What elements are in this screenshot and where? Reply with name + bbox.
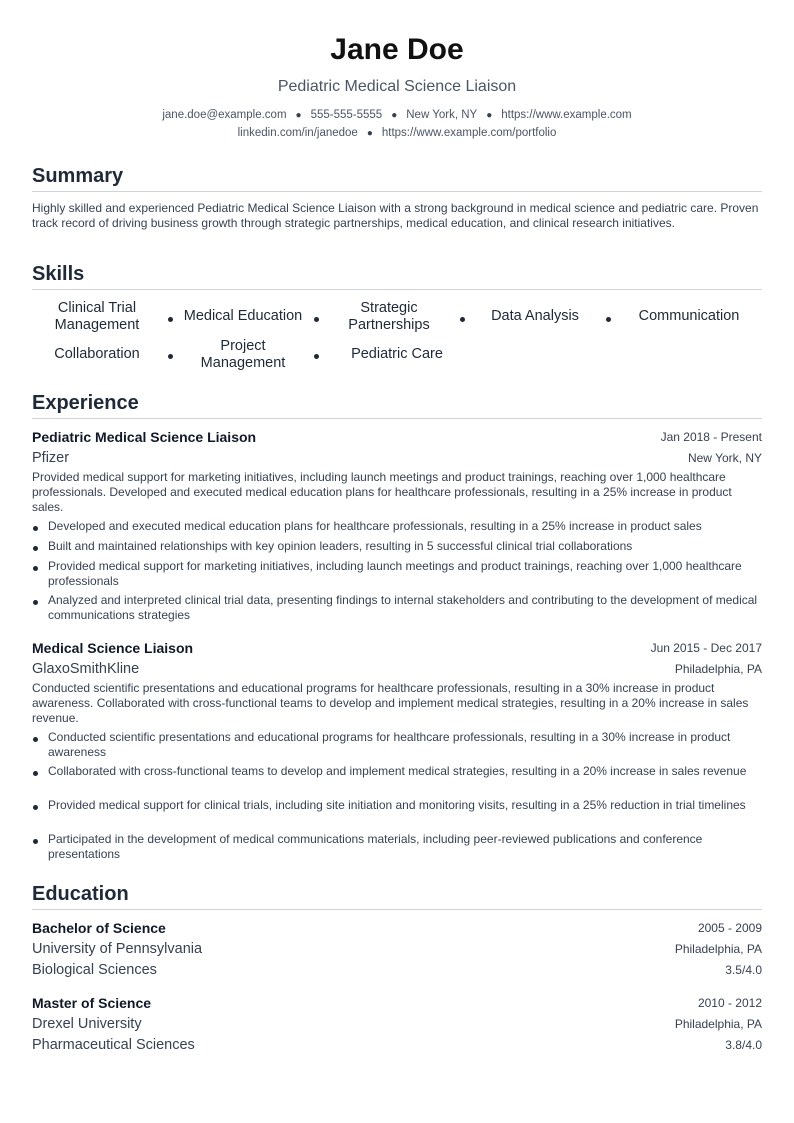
skill-item: Clinical Trial Management — [54, 300, 140, 333]
bullet-icon — [33, 737, 38, 742]
candidate-title: Pediatric Medical Science Liaison — [277, 78, 517, 95]
education-gpa: 3.5/4.0 — [725, 963, 762, 977]
contact-line-1 — [32, 108, 762, 123]
education-school-row — [32, 941, 762, 958]
bullet-icon — [33, 546, 38, 551]
education-field-row — [32, 962, 762, 979]
skills-heading: Skills — [32, 262, 762, 290]
skill-separator-icon — [606, 317, 611, 322]
contact-website[interactable]: https://www.example.com — [501, 109, 632, 121]
education-header — [32, 995, 762, 1012]
bullet-icon — [33, 526, 38, 531]
separator-dot-icon: ● — [391, 110, 398, 121]
skill-item: Communication — [638, 308, 740, 324]
skill-item: Project Management — [200, 338, 286, 371]
contact-portfolio[interactable]: https://www.example.com/portfolio — [381, 127, 557, 139]
education-gpa: 3.8/4.0 — [725, 1038, 762, 1052]
skill-separator-icon — [314, 317, 319, 322]
job-location: Philadelphia, PA — [674, 662, 762, 676]
skill-item: Collaboration — [54, 346, 140, 362]
job-dates: Jun 2015 - Dec 2017 — [650, 641, 762, 655]
list-item: Developed and executed medical education plans for healthcare professionals, resulting in a 25% increase in product sales — [48, 519, 762, 534]
education-field-row — [32, 1037, 762, 1054]
education-degree: Master of Science — [32, 995, 152, 1011]
education-dates: 2010 - 2012 — [697, 996, 762, 1010]
summary-heading: Summary — [32, 164, 762, 192]
education-header — [32, 920, 762, 937]
job-company: GlaxoSmithKline — [32, 661, 140, 677]
skill-separator-icon — [168, 317, 173, 322]
job-company: Pfizer — [32, 450, 70, 466]
job-header — [32, 640, 762, 657]
contact-email[interactable]: jane.doe@example.com — [162, 109, 287, 121]
education-degree: Bachelor of Science — [32, 920, 166, 936]
separator-dot-icon: ● — [366, 128, 373, 139]
job-header — [32, 429, 762, 446]
education-location: Philadelphia, PA — [674, 1017, 762, 1031]
job-location: New York, NY — [687, 451, 762, 465]
skill-separator-icon — [168, 354, 173, 359]
education-school: Drexel University — [32, 1016, 142, 1032]
job-dates: Jan 2018 - Present — [660, 430, 762, 444]
skill-item: Data Analysis — [491, 308, 579, 324]
list-item: Analyzed and interpreted clinical trial data, presenting findings to internal stakeholders and contributing to the development of medical communications strategies — [48, 593, 762, 623]
contact-location: New York, NY — [406, 109, 478, 121]
summary-text: Highly skilled and experienced Pediatric Medical Science Liaison with a strong background in medical science and pediatric care. Proven track record of driving business growth through strategic partnerships, medical education, and clinical research initiatives. — [32, 201, 759, 230]
bullet-icon — [33, 600, 38, 605]
bullet-icon — [33, 805, 38, 810]
job-company-row — [32, 450, 762, 467]
skill-item: Strategic Partnerships — [348, 300, 430, 333]
job-role: Medical Science Liaison — [32, 640, 194, 656]
education-field: Pharmaceutical Sciences — [32, 1037, 195, 1053]
list-item: Participated in the development of medical communications materials, including peer-reviewed publications and conference presentations — [48, 832, 762, 862]
separator-dot-icon: ● — [295, 110, 302, 121]
bullet-icon — [33, 771, 38, 776]
job-role: Pediatric Medical Science Liaison — [32, 429, 257, 445]
contact-linkedin[interactable]: linkedin.com/in/janedoe — [237, 127, 358, 139]
skill-item: Pediatric Care — [351, 346, 443, 362]
education-dates: 2005 - 2009 — [697, 921, 762, 935]
education-school: University of Pennsylvania — [32, 941, 203, 957]
education-school-row — [32, 1016, 762, 1033]
contact-line-2 — [32, 126, 762, 141]
list-item: Provided medical support for marketing initiatives, including launch meetings and product trainings, reaching over 1,000 healthcare professionals — [48, 559, 762, 589]
skill-separator-icon — [460, 317, 465, 322]
list-item: Collaborated with cross-functional teams to develop and implement medical strategies, resulting in a 20% increase in sales revenue — [48, 764, 762, 779]
skill-item: Medical Education — [183, 308, 303, 324]
bullet-icon — [33, 566, 38, 571]
list-item: Provided medical support for clinical trials, including site initiation and monitoring visits, resulting in a 25% reduction in trial timelines — [48, 798, 762, 813]
job-company-row — [32, 661, 762, 678]
bullet-icon — [33, 839, 38, 844]
separator-dot-icon: ● — [486, 110, 493, 121]
job-summary: Conducted scientific presentations and educational programs for healthcare professionals, resulting in a 30% increase in product awareness. Collaborated with cross-functional teams to develop and implement medical strategies, resulting in a 20% increase in sales revenue. — [32, 681, 749, 725]
education-heading: Education — [32, 882, 762, 910]
experience-heading: Experience — [32, 391, 762, 419]
list-item: Built and maintained relationships with key opinion leaders, resulting in 5 successful clinical trial collaborations — [48, 539, 762, 554]
skill-separator-icon — [314, 354, 319, 359]
candidate-name: Jane Doe — [330, 33, 464, 66]
list-item: Conducted scientific presentations and educational programs for healthcare professionals, resulting in a 30% increase in product awareness — [48, 730, 762, 760]
job-summary: Provided medical support for marketing initiatives, including launch meetings and product trainings, reaching over 1,000 healthcare professionals. Developed and executed medical education plans for healthcare professionals, resulting in a 25% increase in product sales. — [32, 470, 732, 514]
education-field: Biological Sciences — [32, 962, 157, 978]
education-location: Philadelphia, PA — [674, 942, 762, 956]
contact-phone[interactable]: 555-555-5555 — [310, 109, 383, 121]
